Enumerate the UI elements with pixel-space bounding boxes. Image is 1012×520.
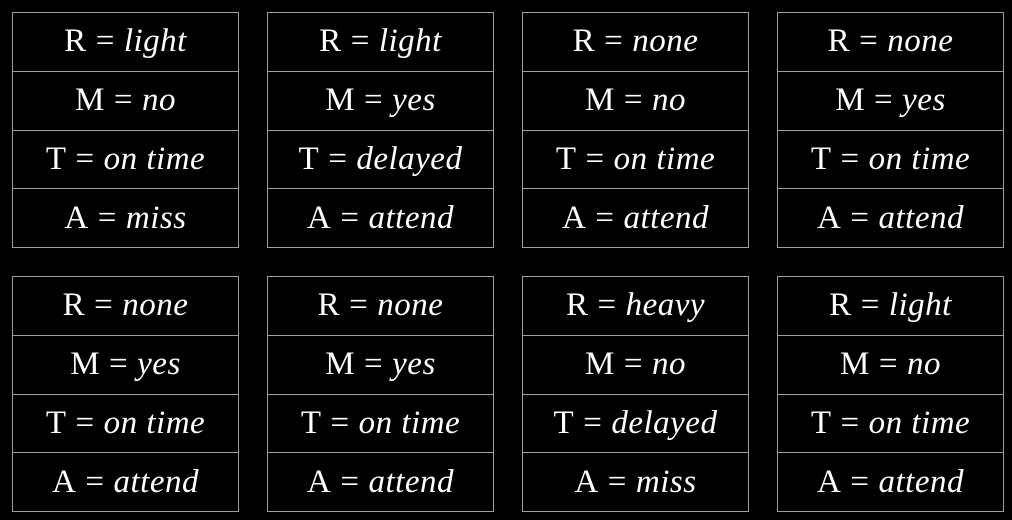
equals-sign: = xyxy=(597,287,617,324)
variable-value: attend xyxy=(623,199,709,236)
equals-sign: = xyxy=(340,463,360,500)
variable-letter: A xyxy=(574,463,599,500)
variable-letter: A xyxy=(307,463,332,500)
assignment-row xyxy=(778,189,1003,247)
assignment-row xyxy=(268,277,493,336)
assignment-card-7 xyxy=(522,276,749,512)
assignment-row xyxy=(268,395,493,454)
variable-value: light xyxy=(123,23,187,60)
variable-value: yes xyxy=(392,346,436,383)
assignment-row xyxy=(778,453,1003,511)
variable-value: attend xyxy=(368,463,454,500)
variable-value: yes xyxy=(902,82,946,119)
variable-value: light xyxy=(888,287,952,324)
assignment-row xyxy=(268,453,493,511)
equals-sign: = xyxy=(85,463,105,500)
variable-letter: T xyxy=(553,404,575,441)
equals-sign: = xyxy=(583,404,603,441)
assignment-row xyxy=(13,189,238,247)
equals-sign: = xyxy=(95,23,115,60)
assignment-card-2 xyxy=(267,12,494,248)
variable-letter: R xyxy=(565,287,589,324)
variable-letter: R xyxy=(64,23,87,60)
variable-letter: A xyxy=(307,199,332,236)
variable-value: miss xyxy=(635,463,697,500)
assignment-row xyxy=(268,72,493,131)
assignment-row xyxy=(523,277,748,336)
equals-sign: = xyxy=(330,404,350,441)
assignment-card-4 xyxy=(777,12,1004,248)
equals-sign: = xyxy=(850,199,870,236)
assignment-row xyxy=(13,72,238,131)
assignment-row xyxy=(13,131,238,190)
variable-value: on time xyxy=(868,404,971,441)
variable-value: none xyxy=(122,287,189,324)
variable-letter: M xyxy=(325,82,356,119)
assignment-row xyxy=(778,72,1003,131)
equals-sign: = xyxy=(113,82,133,119)
equals-sign: = xyxy=(874,82,894,119)
variable-letter: T xyxy=(810,404,832,441)
variable-value: attend xyxy=(878,463,964,500)
equals-sign: = xyxy=(364,346,384,383)
equals-sign: = xyxy=(604,23,624,60)
assignment-row xyxy=(13,336,238,395)
variable-letter: T xyxy=(298,140,320,177)
equals-sign: = xyxy=(328,140,348,177)
assignment-card-6 xyxy=(267,276,494,512)
variable-letter: T xyxy=(45,404,67,441)
assignment-row xyxy=(523,453,748,511)
assignment-row xyxy=(13,13,238,72)
variable-value: on time xyxy=(103,404,206,441)
equals-sign: = xyxy=(97,199,117,236)
equals-sign: = xyxy=(623,82,643,119)
variable-letter: R xyxy=(827,23,851,60)
variable-value: none xyxy=(377,287,444,324)
assignment-row xyxy=(523,72,748,131)
equals-sign: = xyxy=(75,404,95,441)
equals-sign: = xyxy=(340,199,360,236)
variable-value: miss xyxy=(125,199,187,236)
variable-value: delayed xyxy=(611,404,718,441)
variable-letter: M xyxy=(325,346,356,383)
assignment-row xyxy=(268,189,493,247)
equals-sign: = xyxy=(850,463,870,500)
variable-letter: M xyxy=(835,82,866,119)
assignment-row xyxy=(778,336,1003,395)
variable-value: no xyxy=(906,346,941,383)
variable-value: none xyxy=(887,23,954,60)
equals-sign: = xyxy=(840,404,860,441)
variable-value: on time xyxy=(358,404,461,441)
variable-value: on time xyxy=(103,140,206,177)
assignment-row xyxy=(268,336,493,395)
variable-value: light xyxy=(378,23,442,60)
equals-sign: = xyxy=(94,287,114,324)
equals-sign: = xyxy=(859,23,879,60)
equals-sign: = xyxy=(878,346,898,383)
assignment-row xyxy=(268,13,493,72)
variable-letter: M xyxy=(75,82,105,119)
assignment-card-3 xyxy=(522,12,749,248)
assignment-card-8 xyxy=(777,276,1004,512)
variable-value: delayed xyxy=(356,140,463,177)
variable-value: attend xyxy=(113,463,199,500)
variable-letter: A xyxy=(64,199,89,236)
variable-value: heavy xyxy=(625,287,706,324)
assignment-row xyxy=(778,395,1003,454)
assignment-row xyxy=(523,189,748,247)
equals-sign: = xyxy=(623,346,643,383)
assignment-row xyxy=(13,277,238,336)
assignment-row xyxy=(778,131,1003,190)
assignment-row xyxy=(523,131,748,190)
variable-letter: M xyxy=(585,82,615,119)
variable-letter: A xyxy=(817,199,842,236)
variable-letter: R xyxy=(62,287,86,324)
assignment-card-5 xyxy=(12,276,239,512)
variable-letter: A xyxy=(52,463,77,500)
assignment-row xyxy=(523,395,748,454)
variable-value: none xyxy=(632,23,699,60)
variable-letter: R xyxy=(572,23,596,60)
variable-letter: R xyxy=(319,23,342,60)
variable-letter: A xyxy=(562,199,587,236)
assignment-row xyxy=(13,395,238,454)
variable-value: attend xyxy=(368,199,454,236)
equals-sign: = xyxy=(860,287,880,324)
equals-sign: = xyxy=(607,463,627,500)
equals-sign: = xyxy=(595,199,615,236)
equals-sign: = xyxy=(350,23,370,60)
variable-value: on time xyxy=(613,140,716,177)
variable-letter: T xyxy=(300,404,322,441)
variable-letter: T xyxy=(555,140,577,177)
variable-value: no xyxy=(651,82,686,119)
variable-letter: T xyxy=(810,140,832,177)
variable-value: yes xyxy=(137,346,181,383)
assignment-row xyxy=(778,13,1003,72)
equals-sign: = xyxy=(75,140,95,177)
variable-letter: R xyxy=(317,287,341,324)
variable-value: no xyxy=(141,82,176,119)
assignment-row xyxy=(268,131,493,190)
variable-letter: M xyxy=(70,346,101,383)
variable-letter: M xyxy=(840,346,870,383)
equals-sign: = xyxy=(840,140,860,177)
variable-value: no xyxy=(651,346,686,383)
variable-value: on time xyxy=(868,140,971,177)
equals-sign: = xyxy=(109,346,129,383)
assignment-row xyxy=(523,13,748,72)
variable-letter: M xyxy=(585,346,615,383)
equals-sign: = xyxy=(585,140,605,177)
equals-sign: = xyxy=(349,287,369,324)
assignment-row xyxy=(778,277,1003,336)
assignment-row xyxy=(13,453,238,511)
variable-letter: R xyxy=(829,287,852,324)
variable-letter: A xyxy=(817,463,842,500)
variable-letter: T xyxy=(45,140,67,177)
equals-sign: = xyxy=(364,82,384,119)
assignment-card-1 xyxy=(12,12,239,248)
assignment-row xyxy=(523,336,748,395)
variable-value: yes xyxy=(392,82,436,119)
variable-value: attend xyxy=(878,199,964,236)
